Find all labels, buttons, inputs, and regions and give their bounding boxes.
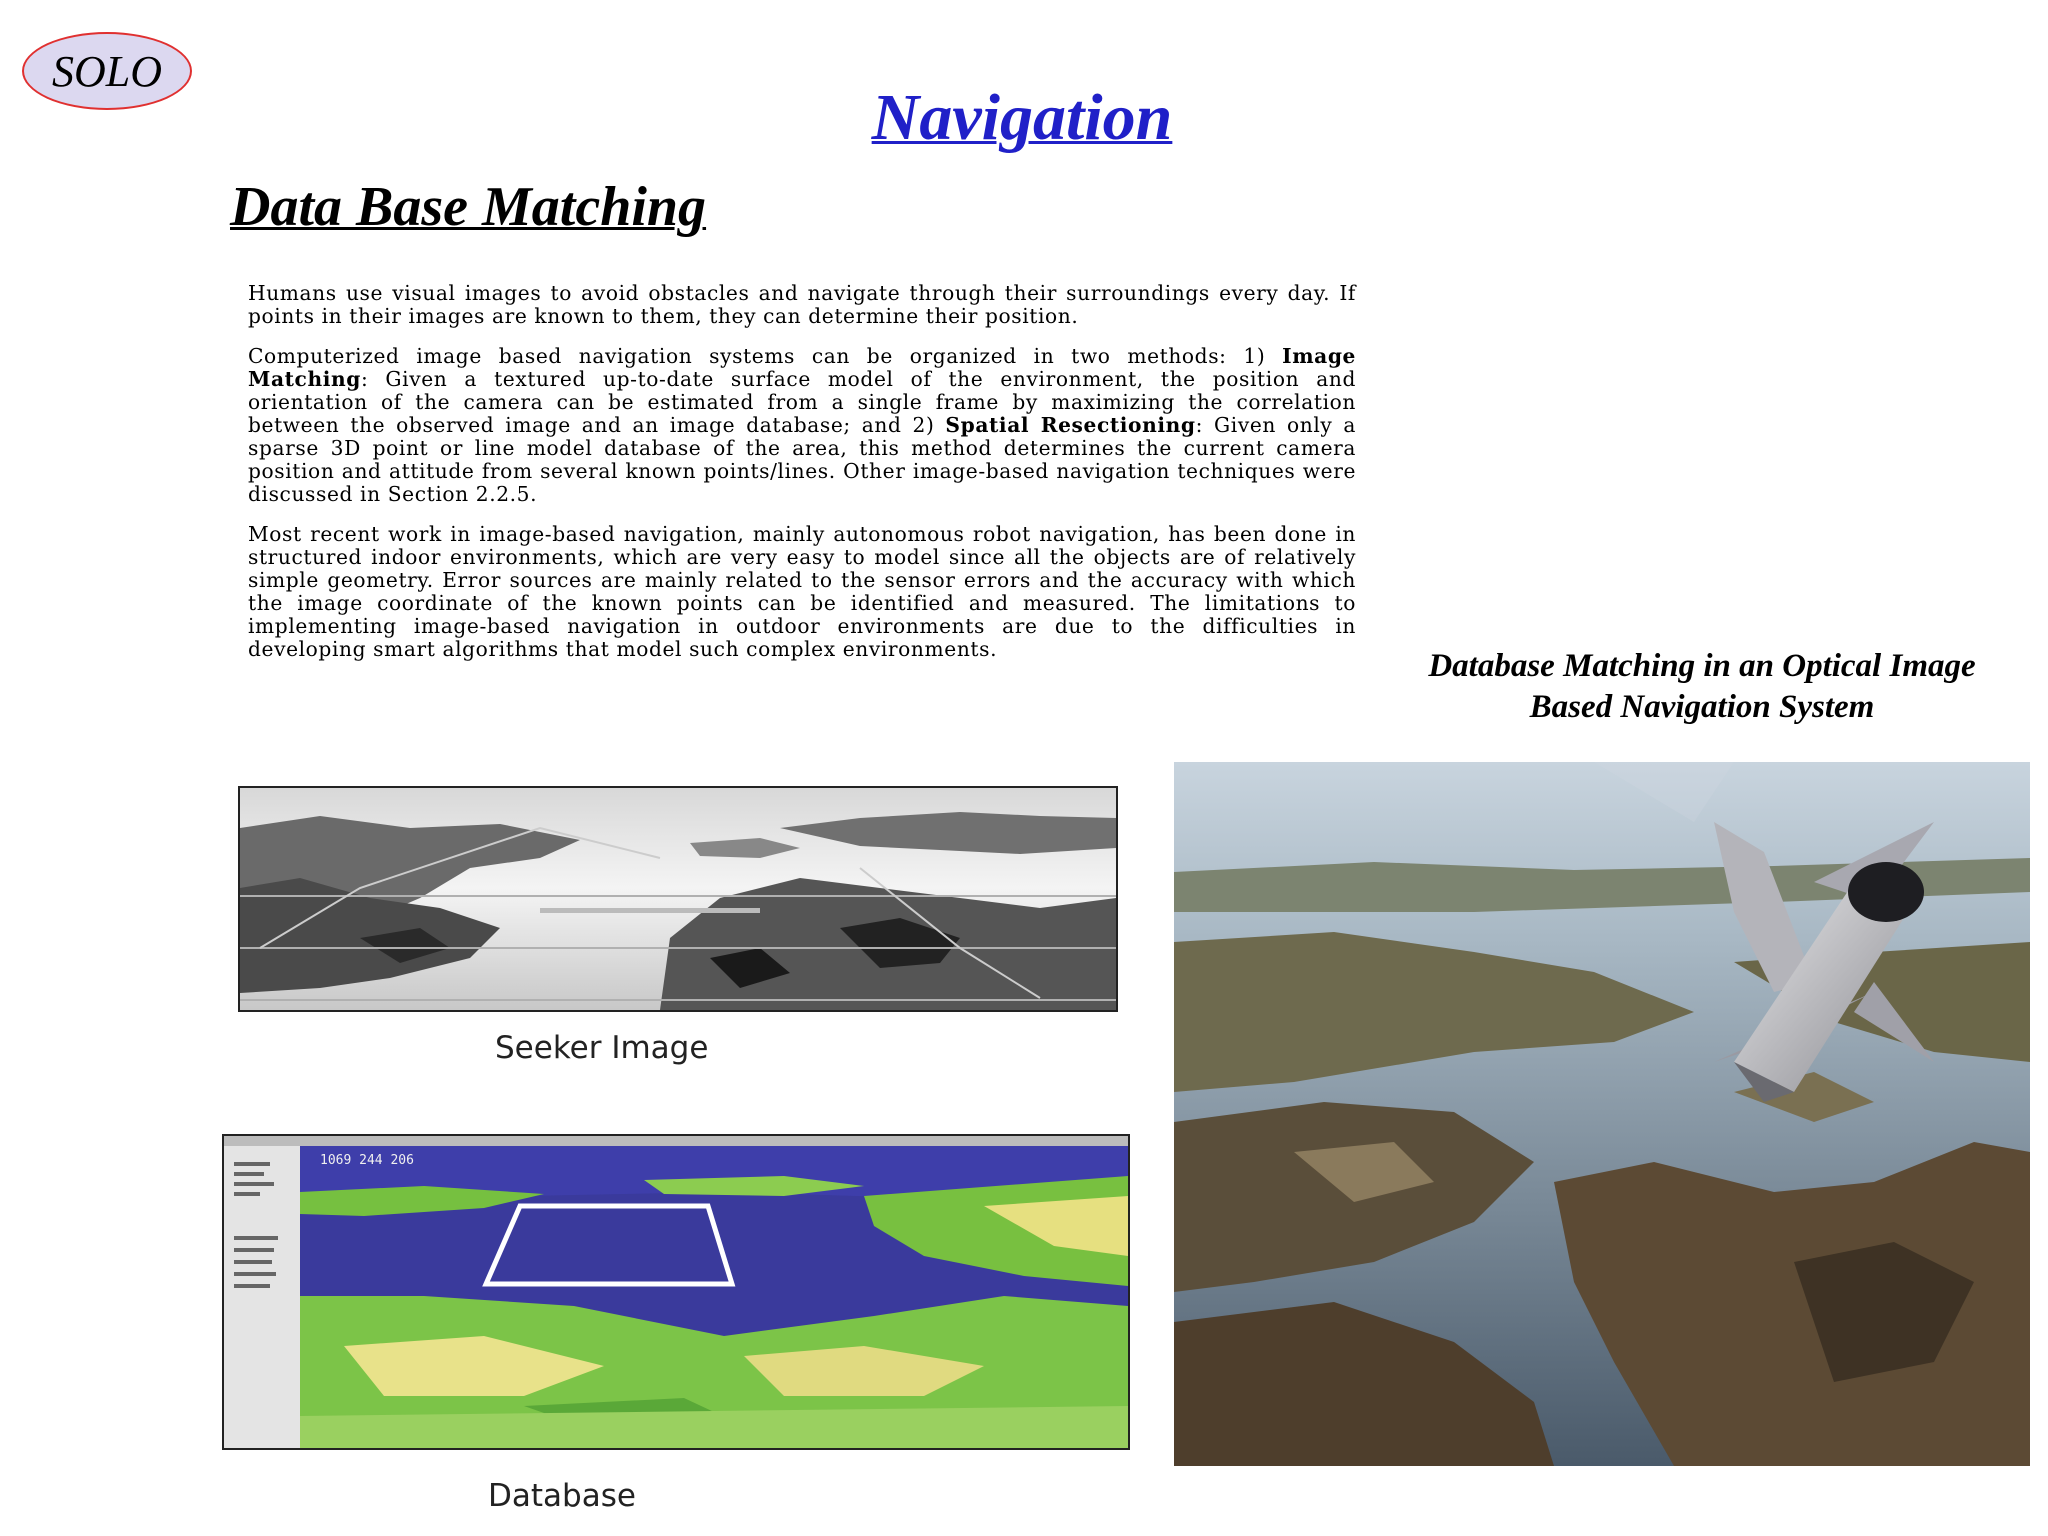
paragraph-1: Humans use visual images to avoid obstacles and navigate through their surroundings every day. If points in their images are known to them, they can determine their position. — [248, 281, 1356, 328]
logo-text: SOLO — [51, 46, 163, 96]
slide-title: Navigation — [871, 81, 1173, 154]
body-text — [248, 282, 1356, 678]
term-image-matching: Image Matching — [248, 344, 1356, 391]
paragraph-2: Computerized image based navigation systems can be organized in two methods: 1) Image Matching: Given a textured up-to-date surface model of the environment, the position and orientation of the camera can be estimated from a single frame by maximizing the correlation between the observed image and an image database; and 2) Spatial Resectioning: Given only a sparse 3D point or line model database of the area, this method determines the current camera position and attitude from several known points/lines. Other image-based navigation techniques were discussed in Section 2.2.5. — [248, 344, 1356, 506]
seeker-image-label: Seeker Image — [495, 1030, 709, 1066]
paragraph-3: Most recent work in image-based navigation, mainly autonomous robot navigation, has been done in structured indoor environments, which are very easy to model since all the objects are of relatively simple geometry. Error sources are mainly related to the sensor errors and the accuracy with which the image coordinate of the known points can be identified and measured. The limitations to implementing image-based navigation in outdoor environments are due to the difficulties in developing smart algorithms that model such complex environments. — [248, 522, 1356, 661]
slide-subtitle: Data Base Matching — [230, 176, 707, 238]
seeker-image — [238, 786, 1118, 1012]
caption-line-1: Database Matching in an Optical Image — [1428, 648, 1976, 684]
aerial-photo — [1174, 762, 2030, 1466]
database-label: Database — [488, 1478, 636, 1514]
term-spatial-resectioning: Spatial Resectioning — [945, 413, 1196, 437]
database-image — [222, 1134, 1130, 1450]
caption-line-2: Based Navigation System — [1529, 689, 1875, 725]
database-readout: 1069 244 206 — [320, 1153, 414, 1168]
figure-caption — [1392, 646, 2012, 728]
